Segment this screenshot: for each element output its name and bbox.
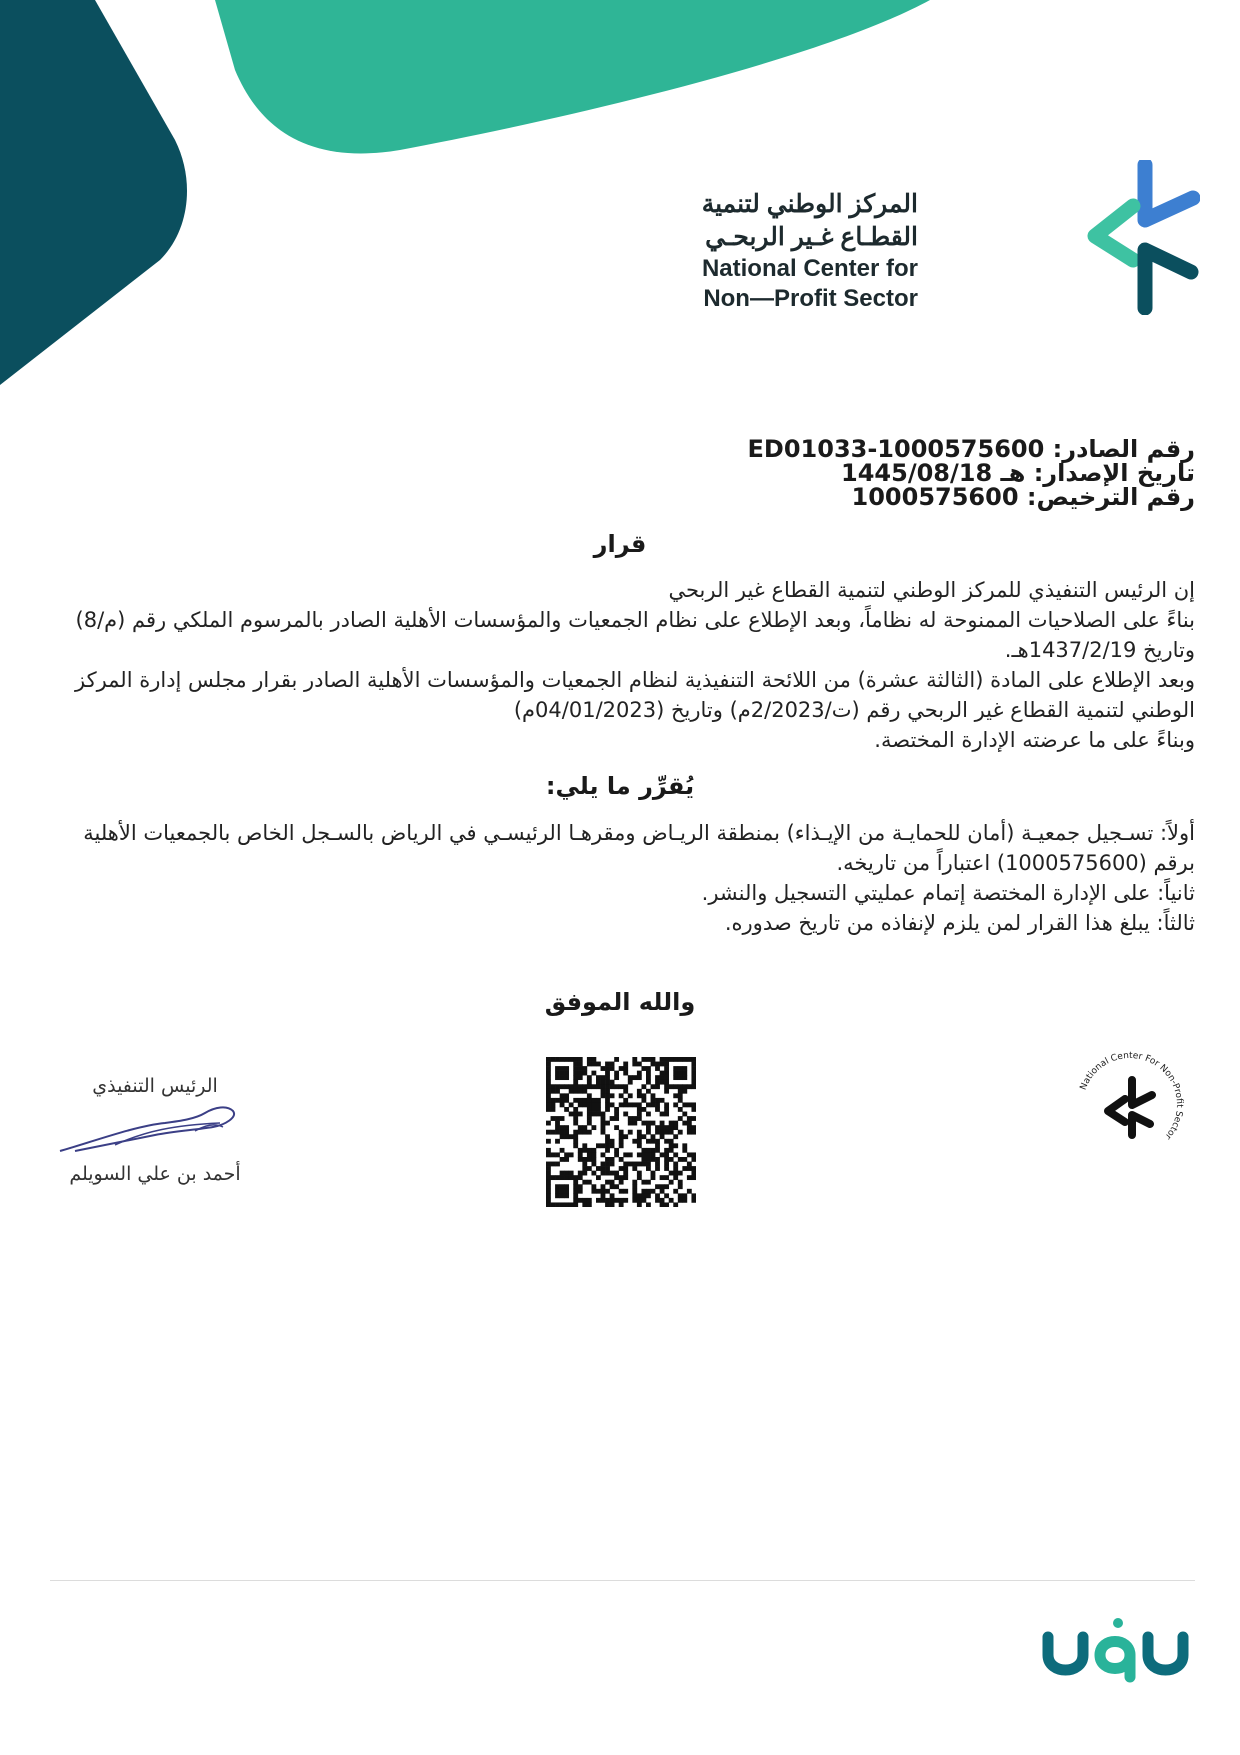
license-row xyxy=(495,485,1195,509)
footer-divider xyxy=(50,1580,1195,1581)
preamble-line: وبناءً على ما عرضته الإدارة المختصة. xyxy=(874,728,1195,752)
license-value: 1000575600 xyxy=(851,483,1019,511)
issue-number-label: رقم الصادر: xyxy=(1052,435,1195,463)
org-name-en-line1: National Center for xyxy=(701,255,918,282)
org-name-en-line2: Non—Profit Sector xyxy=(703,285,918,312)
issue-number-row xyxy=(495,437,1195,461)
preamble-line: بناءً على الصلاحيات الممنوحة له نظاماً، وبعد الإطلاع على نظام الجمعيات والمؤسسات الأهلية الصادر بالمرسوم الملكي رقم (م/8) وتاريخ 1437/2/19هـ. xyxy=(75,608,1195,662)
preamble xyxy=(50,575,1195,755)
preamble-line: وبعد الإطلاع على المادة (الثالثة عشرة) من اللائحة التنفيذية لنظام الجمعيات والمؤسسات الأهلية الصادر بقرار مجلس إدارة المركز الوطني لتنمية القطاع غير الربحي رقم (ت/2/2023م) وتاريخ (04/01/2023م) xyxy=(75,668,1195,722)
issue-date-value: 1445/08/18 هـ xyxy=(841,459,1026,487)
ncnp-star-icon xyxy=(1085,160,1200,315)
qr-code-icon xyxy=(546,1057,696,1207)
issue-date-row xyxy=(495,461,1195,485)
org-name-ar-line2: القطـاع غـير الربحـي xyxy=(705,223,918,251)
preamble-line: إن الرئيس التنفيذي للمركز الوطني لتنمية القطاع غير الربحي xyxy=(668,578,1195,602)
signature-block xyxy=(40,1075,270,1185)
clause: ثالثاً: يبلغ هذا القرار لمن يلزم لإنفاذه من تاريخ صدوره. xyxy=(724,911,1195,935)
issue-date-label: تاريخ الإصدار: xyxy=(1033,459,1195,487)
document-meta xyxy=(495,437,1195,509)
org-name-ar-line1: المركز الوطني لتنمية xyxy=(701,190,918,218)
resolves-title: يُقرِّر ما يلي: xyxy=(545,772,695,800)
svg-text:National Center For Non-Profit: National Center For Non-Profit Sector xyxy=(1078,1050,1185,1142)
clause: أولاً: تسـجيل جمعيـة (أمان للحمايـة من الإيـذاء) بمنطقة الريـاض ومقرهـا الرئيسـي في الرياض بالسـجل الخاص بالجمعيات الأهلية برقم (1000575600) اعتباراً من تاريخه. xyxy=(83,821,1195,875)
signatory-name: أحمد بن علي السويلم xyxy=(69,1163,241,1185)
issue-number-value: ED01033-1000575600 xyxy=(747,435,1045,463)
org-name-block xyxy=(618,188,918,314)
clause: ثانياً: على الإدارة المختصة إتمام عمليتي التسجيل والنشر. xyxy=(701,881,1195,905)
decision-title: قرار xyxy=(593,530,647,558)
clauses xyxy=(50,818,1195,938)
closing-text: والله الموفق xyxy=(544,988,696,1016)
signatory-title: الرئيس التنفيذي xyxy=(92,1075,218,1097)
nafath-logo-icon xyxy=(1038,1615,1198,1685)
license-label: رقم الترخيص: xyxy=(1026,483,1195,511)
ncnp-seal-icon xyxy=(1070,1045,1190,1165)
handwritten-signature xyxy=(55,1101,255,1159)
